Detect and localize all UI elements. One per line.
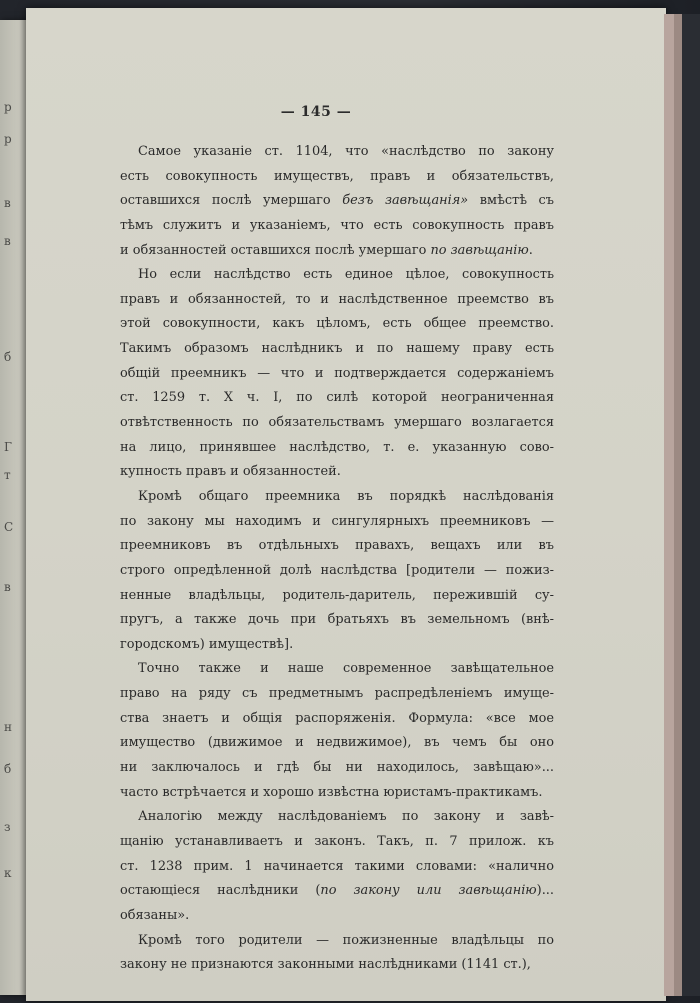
text-line: строго опредѣленной долѣ наслѣдства [родители — пожиз- [120,562,554,578]
text-line: Аналогію между наслѣдованіемъ по закону и завѣ- [138,809,554,825]
text-segment: вмѣстѣ съ [468,193,554,209]
text-line: Но если наслѣдство есть единое цѣлое, совокупность [138,267,554,283]
facing-page-glyph: С [4,520,14,534]
text-segment: )... [536,883,554,899]
italic-phrase: безъ завѣщанія» [342,193,469,209]
text-line [120,189,554,214]
text-segment: и обязанностей оставшихся послѣ умершаго [120,242,431,258]
facing-page-glyph: б [4,350,12,364]
text-line: купность правъ и обязанностей. [120,464,341,480]
text-line: ни заключалось и гдѣ бы ни находилось, завѣщаю»... [120,760,554,776]
text-line: этой совокупности, какъ цѣломъ, есть общее преемство. [120,316,554,332]
text-line: Кромѣ того родители — пожизненные владѣльцы по [138,932,554,948]
text-line: преемниковъ въ отдѣльныхъ правахъ, вещахъ или въ [120,538,554,554]
facing-page-glyph: з [4,820,11,834]
facing-page-glyph: р [4,100,12,114]
italic-phrase: по завѣщанію [430,242,529,258]
facing-page-glyph: Г [4,440,12,454]
text-line: тѣмъ служитъ и указаніемъ, что есть совокупность правъ [120,217,554,233]
text-line: правъ и обязанностей, то и наслѣдственное преемство въ [120,291,554,307]
text-line: часто встрѣчается и хорошо извѣстна юристамъ-практикамъ. [120,784,543,800]
text-line: на лицо, принявшее наслѣдство, т. е. указанную сово- [120,439,554,455]
text-line: Такимъ образомъ наслѣдникъ и по нашему праву есть [120,341,554,357]
text-line: пругъ, а также дочь при братьяхъ въ земельномъ (внѣ- [120,612,554,628]
italic-phrase: по закону или завѣщанію [320,883,537,899]
facing-page-glyph: т [4,468,11,482]
text-line: закону не признаются законными наслѣдниками (1141 ст.), [120,957,531,973]
text-line: Кромѣ общаго преемника въ порядкѣ наслѣдованія [138,488,554,504]
page-stack-edge-inner [674,14,682,996]
text-line: ства знаетъ и общія распоряженія. Формула: «все мое [120,710,554,726]
text-line: по закону мы находимъ и сингулярныхъ преемниковъ — [120,513,554,529]
text-line: общій преемникъ — что и подтверждается содержаніемъ [120,365,554,381]
text-line: отвѣтственность по обязательствамъ умершаго возлагается [120,415,554,431]
text-line [120,239,554,264]
text-line: городскомъ) имуществѣ]. [120,636,294,652]
book-page [26,8,666,1001]
text-segment: . [528,242,533,258]
text-segment: оставшихся послѣ умершаго [120,193,343,209]
text-line: щанію устанавливаетъ и законъ. Такъ, п. 7 прилож. къ [120,833,554,849]
text-line: имущество (движимое и недвижимое), въ чемъ бы оно [120,735,554,751]
text-line: ст. 1259 т. X ч. I, по силѣ которой неограниченная [120,390,554,406]
text-line: есть совокупность имуществъ, правъ и обязательствъ, [120,168,554,184]
text-segment: остающіеся наслѣдники ( [120,883,321,899]
facing-page-glyph: б [4,762,12,776]
facing-page-glyph: в [4,234,11,248]
text-line: обязаны». [120,907,190,923]
text-line [120,879,554,904]
page-number: — 145 — [280,104,352,120]
facing-page-glyph: р [4,132,12,146]
facing-page-glyph: н [4,720,12,734]
facing-page-glyph: к [4,866,12,880]
facing-page-glyph: в [4,580,11,594]
facing-page-edge [0,20,28,995]
text-line: ненные владѣльцы, родитель-даритель, пережившій су- [120,587,554,603]
text-line: Самое указаніе ст. 1104, что «наслѣдство по закону [138,144,554,159]
text-line: Точно также и наше современное завѣщательное [138,661,554,677]
text-line: право на ряду съ предметнымъ распредѣленіемъ имуще- [120,686,554,702]
body-text [120,140,554,978]
facing-page-glyph: в [4,196,11,210]
book-cover-edge [682,14,700,996]
text-line: ст. 1238 прим. 1 начинается такими словами: «налично [120,858,554,874]
page-stack-edge [664,14,674,996]
